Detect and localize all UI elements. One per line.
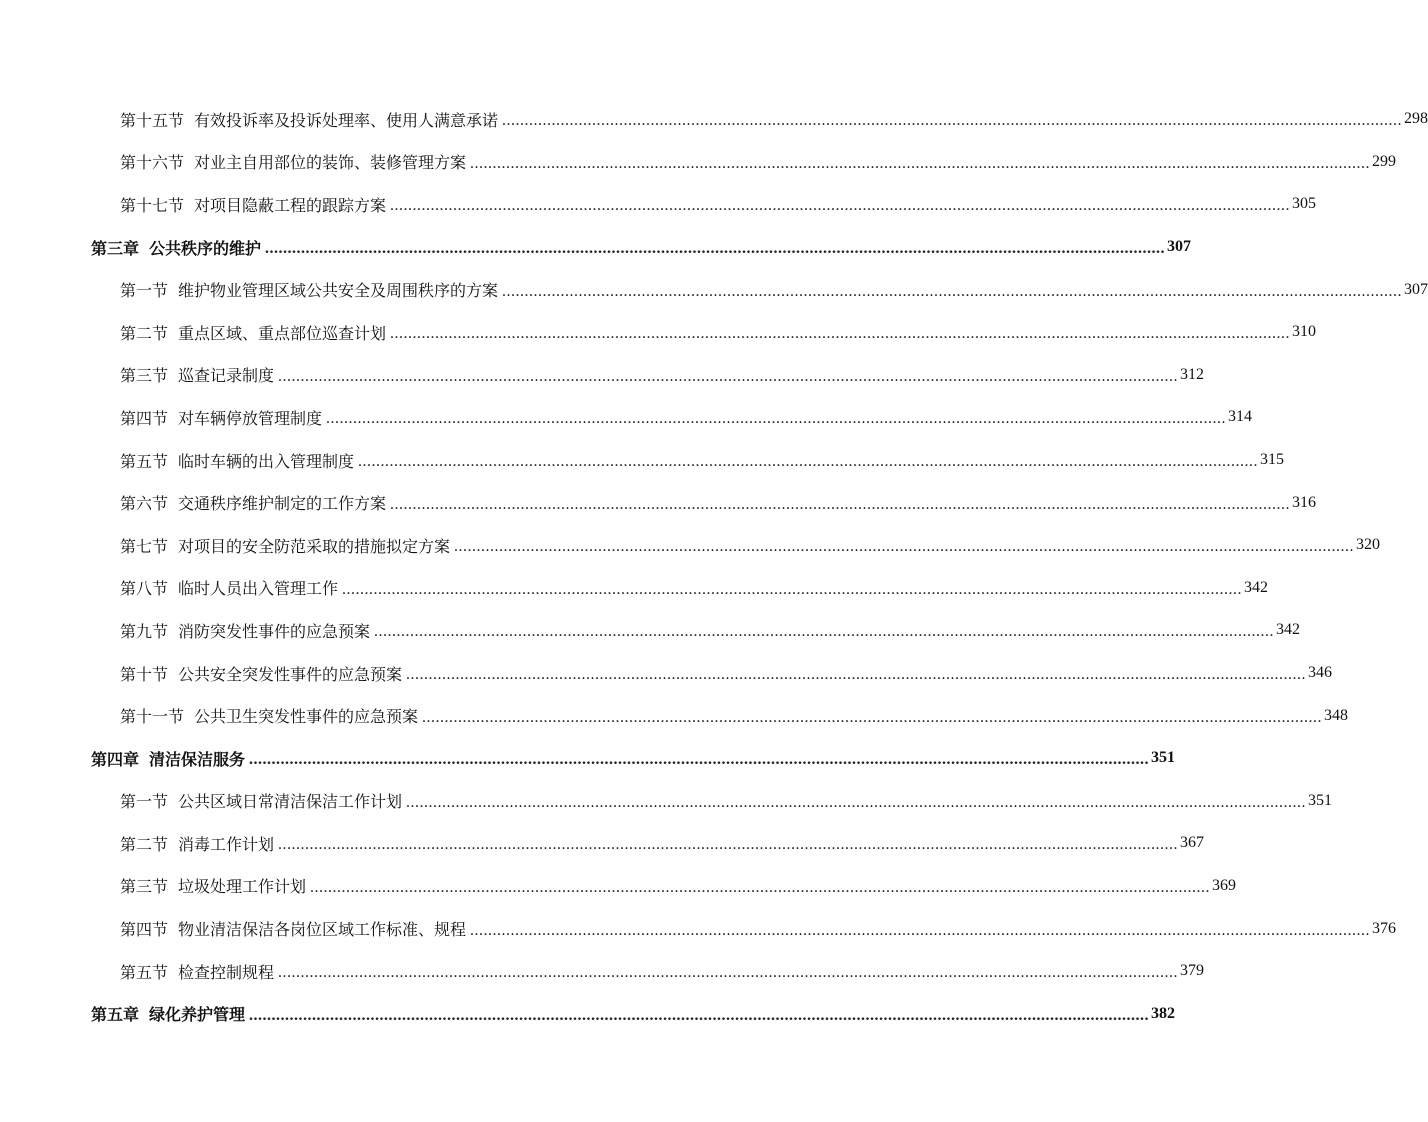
toc-entry-number: 第二节 [120, 834, 169, 854]
toc-entry-number: 第六节 [120, 494, 169, 514]
toc-entry-number: 第十七节 [120, 195, 185, 215]
toc-page-number: 315 [1260, 451, 1285, 469]
dot-leader: ........................................................................................................................................................................................................ [470, 921, 1371, 939]
toc-entry-number: 第一节 [120, 792, 169, 812]
dot-leader: ........................................................................................................................................................................................................ [390, 495, 1291, 513]
toc-entry-number: 第四节 [120, 920, 169, 940]
toc-page-number: 320 [1356, 536, 1381, 554]
toc-entry-label [120, 832, 274, 855]
dot-leader: ........................................................................................................................................................................................................ [470, 154, 1371, 172]
toc-entry-title: 物业清洁保洁各岗位区域工作标准、规程 [178, 920, 467, 940]
toc-entry-label [120, 321, 386, 344]
toc-page-number: 342 [1276, 621, 1301, 639]
toc-section-entry[interactable] [0, 524, 1381, 567]
toc-entry-number: 第四节 [120, 408, 169, 428]
toc-page-number: 367 [1180, 834, 1205, 852]
toc-entry-number: 第十节 [120, 664, 169, 684]
toc-page-number: 307 [1167, 238, 1192, 256]
toc-section-entry[interactable] [0, 396, 1253, 439]
toc-section-entry[interactable] [0, 439, 1285, 482]
toc-entry-title: 交通秩序维护制定的工作方案 [178, 494, 387, 514]
toc-entry-title: 巡查记录制度 [178, 366, 275, 386]
toc-entry-number: 第八节 [120, 579, 169, 599]
toc-entry-title: 对项目隐蔽工程的跟踪方案 [194, 195, 387, 215]
toc-entry-title: 消防突发性事件的应急预案 [178, 621, 371, 641]
toc-section-entry[interactable] [0, 652, 1333, 695]
toc-section-entry[interactable] [0, 694, 1349, 737]
toc-entry-number: 第九节 [120, 621, 169, 641]
toc-entry-label [91, 1002, 245, 1025]
toc-section-entry[interactable] [0, 141, 1397, 184]
toc-entry-number: 第三节 [120, 877, 169, 897]
toc-entry-title: 公共秩序的维护 [149, 238, 262, 258]
toc-page-number: 310 [1292, 323, 1317, 341]
dot-leader: ........................................................................................................................................................................................................ [390, 325, 1291, 343]
table-of-contents [0, 98, 1428, 1035]
toc-section-entry[interactable] [0, 822, 1205, 865]
toc-entry-title: 临时人员出入管理工作 [178, 579, 339, 599]
toc-entry-title: 绿化养护管理 [149, 1005, 246, 1025]
toc-entry-label [120, 662, 402, 685]
toc-entry-label [120, 874, 306, 897]
toc-entry-label [120, 406, 322, 429]
dot-leader: ........................................................................................................................................................................................................ [454, 538, 1355, 556]
toc-section-entry[interactable] [0, 311, 1317, 354]
toc-entry-title: 对业主自用部位的装饰、装修管理方案 [194, 153, 467, 173]
dot-leader: ........................................................................................................................................................................................................ [406, 793, 1307, 811]
toc-entry-title: 对项目的安全防范采取的措施拟定方案 [178, 536, 451, 556]
toc-page-number: 382 [1151, 1004, 1176, 1022]
toc-section-entry[interactable] [0, 865, 1237, 908]
toc-page-number: 369 [1212, 876, 1237, 894]
toc-entry-title: 公共区域日常清洁保洁工作计划 [178, 792, 403, 812]
toc-section-entry[interactable] [0, 183, 1317, 226]
toc-chapter-entry[interactable] [0, 737, 1176, 780]
toc-entry-title: 检查控制规程 [178, 962, 275, 982]
toc-entry-label [91, 236, 261, 259]
toc-page-number: 351 [1151, 749, 1176, 767]
toc-page-number: 348 [1324, 706, 1349, 724]
toc-entry-title: 公共卫生突发性事件的应急预案 [194, 707, 419, 727]
toc-page-number: 305 [1292, 195, 1317, 213]
toc-entry-title: 对车辆停放管理制度 [178, 408, 323, 428]
toc-entry-number: 第七节 [120, 536, 169, 556]
dot-leader: ........................................................................................................................................................................................................ [502, 282, 1403, 300]
toc-section-entry[interactable] [0, 950, 1205, 993]
dot-leader: ........................................................................................................................................................................................................ [342, 580, 1243, 598]
toc-entry-label [120, 278, 498, 301]
toc-entry-title: 消毒工作计划 [178, 834, 275, 854]
dot-leader: ........................................................................................................................................................................................................ [265, 240, 1166, 258]
toc-page-number: 307 [1404, 280, 1428, 298]
toc-entry-label [120, 917, 466, 940]
toc-entry-label [120, 150, 466, 173]
toc-entry-title: 公共安全突发性事件的应急预案 [178, 664, 403, 684]
dot-leader: ........................................................................................................................................................................................................ [390, 197, 1291, 215]
toc-entry-number: 第五节 [120, 451, 169, 471]
toc-entry-number: 第十五节 [120, 110, 185, 130]
toc-entry-label [120, 789, 402, 812]
toc-entry-title: 临时车辆的出入管理制度 [178, 451, 355, 471]
toc-section-entry[interactable] [0, 907, 1397, 950]
toc-entry-number: 第一节 [120, 281, 169, 301]
toc-section-entry[interactable] [0, 780, 1333, 823]
toc-entry-title: 有效投诉率及投诉处理率、使用人满意承诺 [194, 110, 499, 130]
toc-entry-number: 第五节 [120, 962, 169, 982]
dot-leader: ........................................................................................................................................................................................................ [326, 410, 1227, 428]
dot-leader: ........................................................................................................................................................................................................ [406, 666, 1307, 684]
toc-entry-number: 第三节 [120, 366, 169, 386]
dot-leader: ........................................................................................................................................................................................................ [358, 453, 1259, 471]
toc-section-entry[interactable] [0, 354, 1205, 397]
toc-section-entry[interactable] [0, 268, 1428, 311]
toc-entry-title: 垃圾处理工作计划 [178, 877, 307, 897]
dot-leader: ........................................................................................................................................................................................................ [278, 964, 1179, 982]
toc-page-number: 379 [1180, 962, 1205, 980]
toc-entry-label [120, 960, 274, 983]
toc-page-number: 351 [1308, 791, 1333, 809]
toc-entry-title: 清洁保洁服务 [149, 749, 246, 769]
dot-leader: ........................................................................................................................................................................................................ [374, 623, 1275, 641]
toc-entry-label [91, 747, 245, 770]
toc-entry-title: 重点区域、重点部位巡查计划 [178, 323, 387, 343]
dot-leader: ........................................................................................................................................................................................................ [278, 836, 1179, 854]
toc-entry-label [120, 704, 418, 727]
toc-entry-label [120, 491, 386, 514]
toc-entry-number: 第十一节 [120, 707, 185, 727]
dot-leader: ........................................................................................................................................................................................................ [249, 751, 1150, 769]
toc-page-number: 346 [1308, 664, 1333, 682]
toc-entry-number: 第五章 [91, 1005, 140, 1025]
toc-entry-number: 第二节 [120, 323, 169, 343]
toc-chapter-entry[interactable] [0, 226, 1192, 269]
toc-entry-number: 第十六节 [120, 153, 185, 173]
toc-entry-label [120, 449, 354, 472]
dot-leader: ........................................................................................................................................................................................................ [249, 1006, 1150, 1024]
toc-entry-number: 第四章 [91, 749, 140, 769]
toc-section-entry[interactable] [0, 98, 1428, 141]
toc-section-entry[interactable] [0, 481, 1317, 524]
toc-entry-number: 第三章 [91, 238, 140, 258]
toc-entry-label [120, 534, 450, 557]
toc-section-entry[interactable] [0, 609, 1301, 652]
toc-page-number: 342 [1244, 578, 1269, 596]
toc-page-number: 298 [1404, 110, 1428, 128]
toc-entry-label [120, 108, 498, 131]
dot-leader: ........................................................................................................................................................................................................ [502, 112, 1403, 130]
toc-page-number: 316 [1292, 493, 1317, 511]
toc-page-number: 376 [1372, 919, 1397, 937]
toc-entry-title: 维护物业管理区域公共安全及周围秩序的方案 [178, 281, 499, 301]
toc-entry-label [120, 576, 338, 599]
toc-entry-label [120, 619, 370, 642]
dot-leader: ........................................................................................................................................................................................................ [422, 708, 1323, 726]
toc-chapter-entry[interactable] [0, 992, 1176, 1035]
toc-entry-label [120, 193, 386, 216]
toc-section-entry[interactable] [0, 567, 1269, 610]
toc-page-number: 314 [1228, 408, 1253, 426]
toc-entry-label [120, 363, 274, 386]
toc-page-number: 299 [1372, 152, 1397, 170]
toc-page-number: 312 [1180, 365, 1205, 383]
dot-leader: ........................................................................................................................................................................................................ [278, 367, 1179, 385]
dot-leader: ........................................................................................................................................................................................................ [310, 878, 1211, 896]
